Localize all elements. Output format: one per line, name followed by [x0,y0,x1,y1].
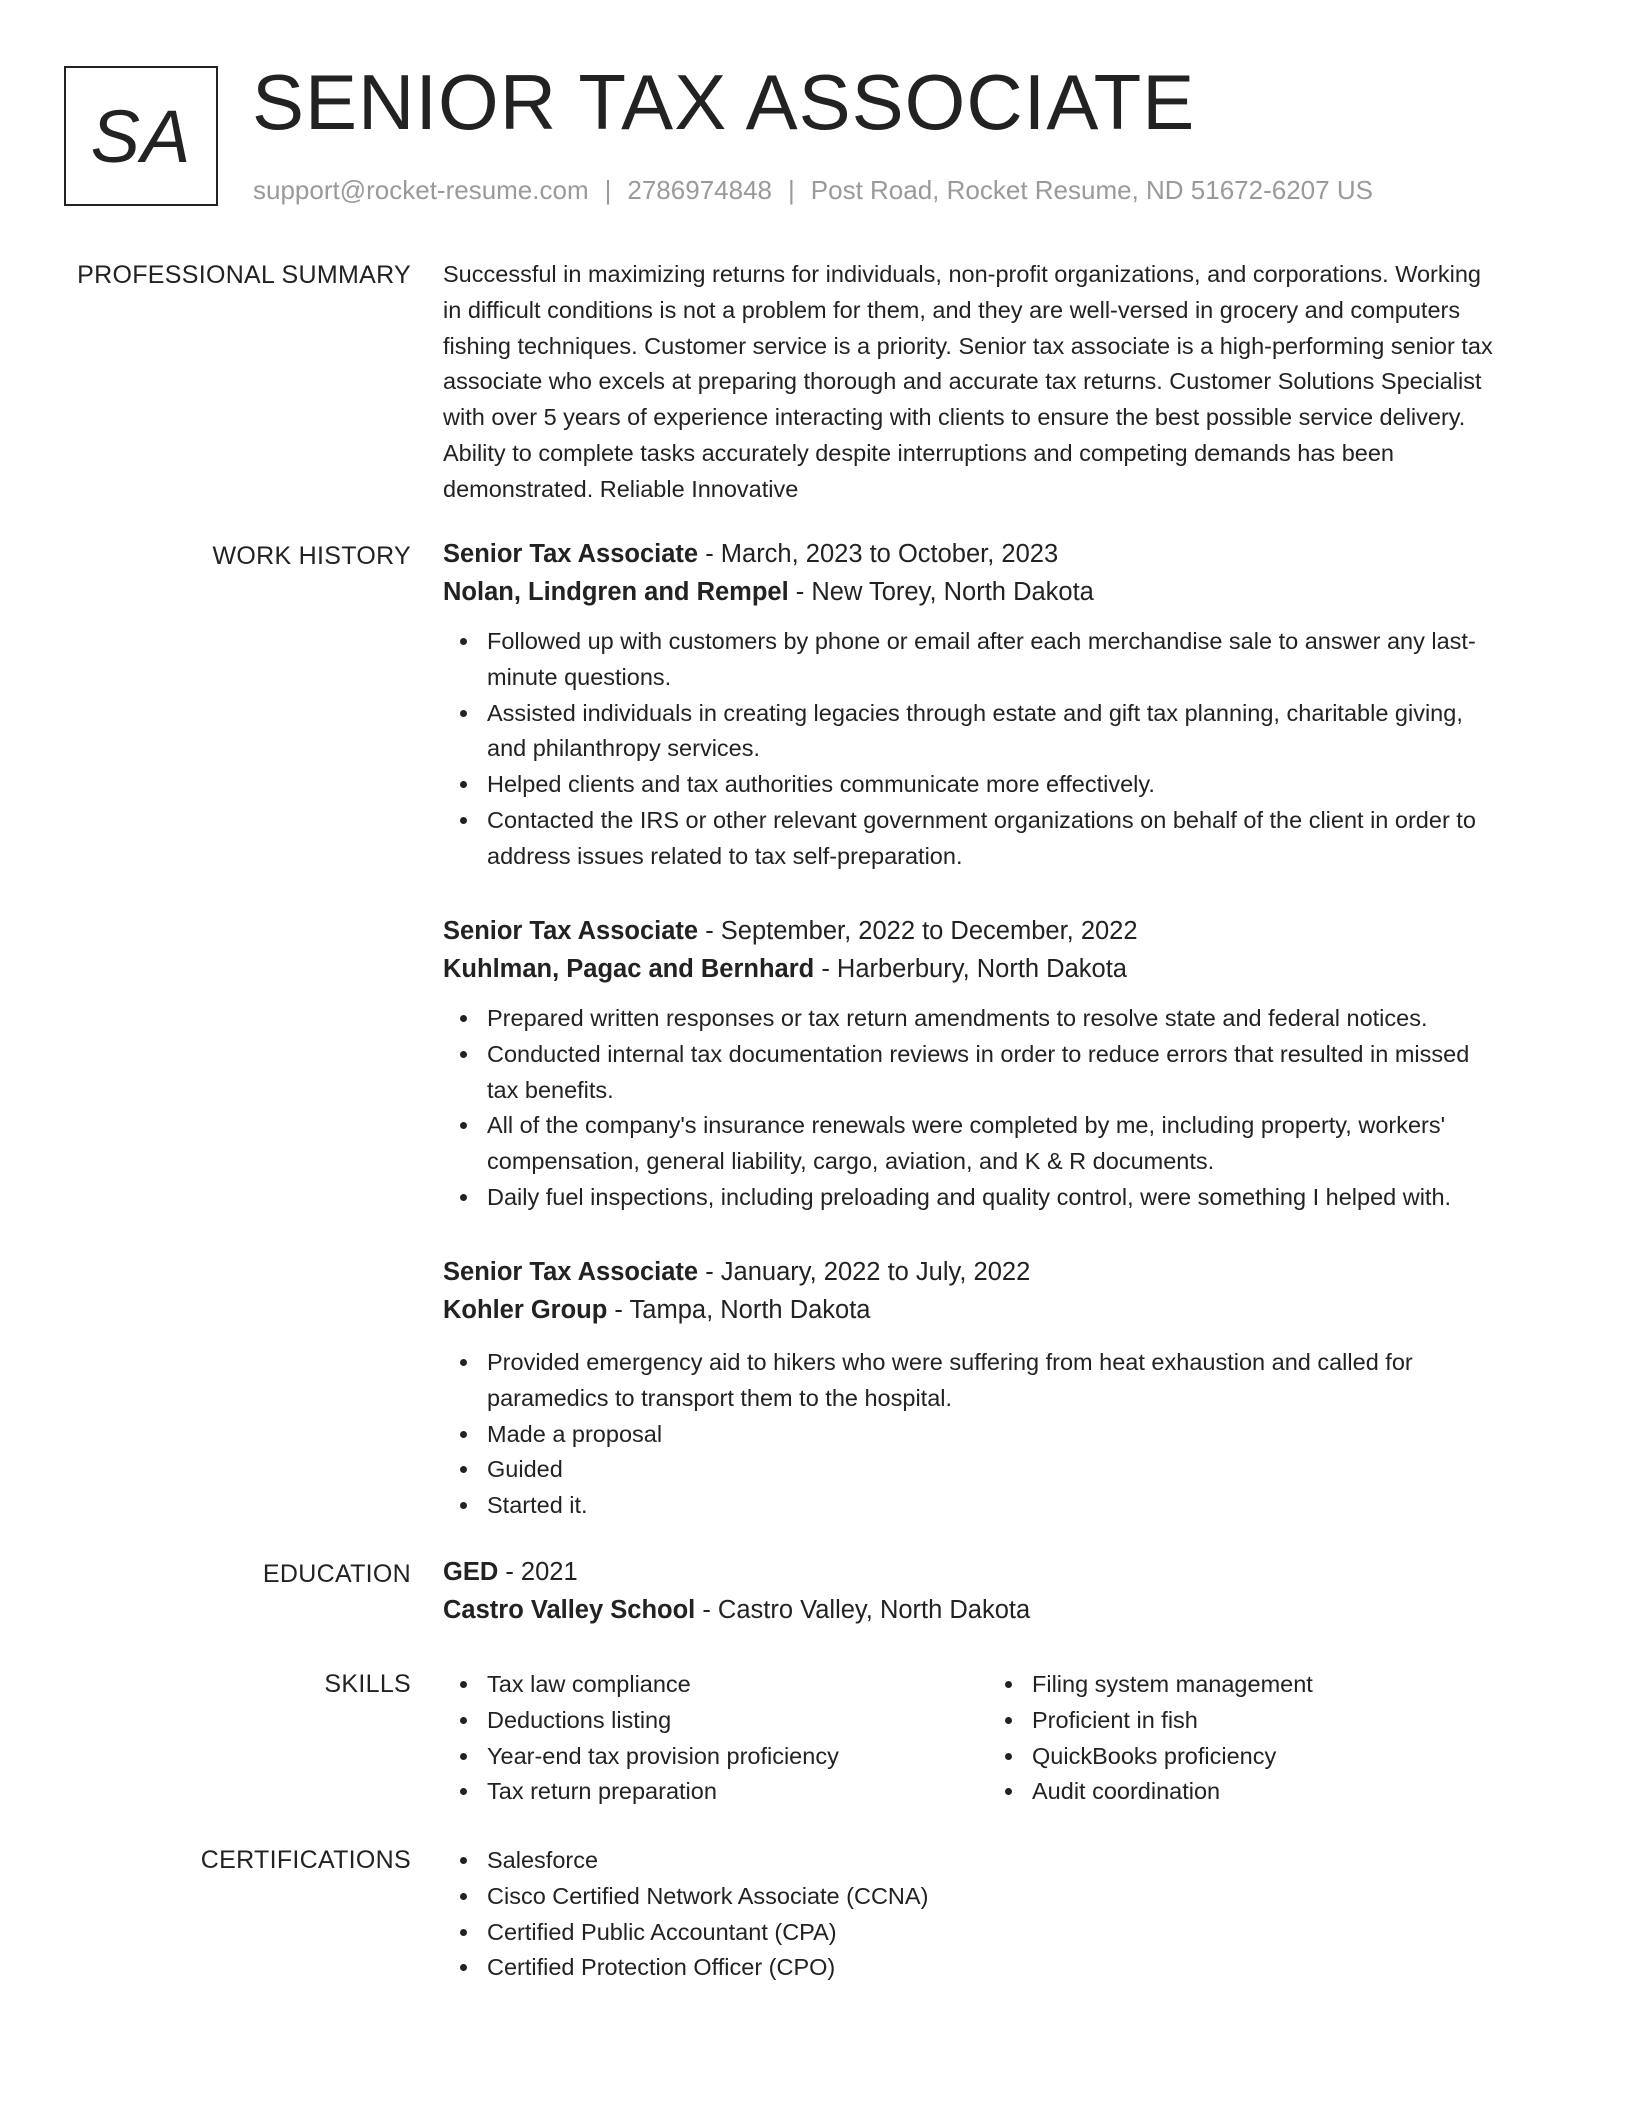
skill-item: Tax law compliance [487,1667,988,1703]
certifications-list [443,1843,1555,1986]
contact-separator: | [788,175,795,205]
job-location: - Tampa, North Dakota [607,1296,871,1324]
education-location: - Castro Valley, North Dakota [695,1596,1031,1624]
skills-column-right [988,1667,1533,1810]
contact-email: support@rocket-resume.com [253,175,589,205]
contact-line [253,172,1373,208]
job-title: Senior Tax Associate [443,1258,699,1286]
bullet-line: Made a proposal [487,1420,663,1447]
bullet-line: Daily fuel inspections, including preloading and quality control, were something I helped with. [487,1183,1452,1210]
education-school-line [443,1591,1555,1629]
job-title: Senior Tax Associate [443,540,699,568]
certification-item: Certified Protection Officer (CPO) [487,1950,1555,1986]
bullet-line: paramedics to transport them to the hospital. [487,1384,953,1411]
education-degree-line [443,1553,1555,1591]
job-bullets [443,624,1555,875]
certifications-body [443,1843,1555,1986]
skills-list [988,1667,1533,1810]
bullet-line: Assisted individuals in creating legacies through estate and gift tax planning, charitable giving, [487,699,1463,726]
bullet-line: Helped clients and tax authorities communicate more effectively. [487,771,1155,798]
bullet-line: compensation, general liability, cargo, aviation, and K & R documents. [487,1148,1215,1175]
job-bullets [443,1345,1555,1524]
skill-item: Tax return preparation [487,1774,988,1810]
skills-list [443,1667,988,1810]
bullet-line: tax benefits. [487,1076,614,1103]
bullet-line: minute questions. [487,663,672,690]
summary-body [443,257,1555,508]
summary-line: fishing techniques. Customer service is a priority. Senior tax associate is a high-performing senior tax [443,332,1493,359]
job-title-line [443,912,1555,950]
job-bullet [487,1108,1555,1180]
job-bullet [487,1001,1555,1037]
skills-grid [443,1667,1555,1810]
job-entry [443,1253,1555,1524]
education-school: Castro Valley School [443,1596,696,1624]
job-location: - Harberbury, North Dakota [814,955,1127,983]
skills-column-left [443,1667,988,1810]
skill-item: QuickBooks proficiency [1032,1739,1533,1775]
job-company-line [443,573,1555,611]
page-title: SENIOR TAX ASSOCIATE [252,58,1196,146]
bullet-line: Provided emergency aid to hikers who were suffering from heat exhaustion and called for [487,1349,1413,1375]
job-company: Nolan, Lindgren and Rempel [443,578,789,606]
bullet-line: Guided [487,1456,563,1483]
bullet-line: address issues related to tax self-preparation. [487,842,963,869]
job-title: Senior Tax Associate [443,917,699,945]
monogram-logo: SA [64,66,218,206]
summary-line: Successful in maximizing returns for individuals, non-profit organizations, and corporations. Working [443,261,1481,287]
contact-phone: 2786974848 [627,175,772,205]
certification-item: Certified Public Accountant (CPA) [487,1915,1555,1951]
bullet-line: Conducted internal tax documentation reviews in order to reduce errors that resulted in missed [487,1040,1470,1067]
job-bullet [487,1180,1555,1216]
job-title-line [443,1253,1555,1291]
job-bullet [487,696,1555,768]
bullet-line: and philanthropy services. [487,735,761,762]
certification-item: Salesforce [487,1843,1555,1879]
skill-item: Filing system management [1032,1667,1533,1703]
skill-item: Audit coordination [1032,1774,1533,1810]
job-bullet [487,624,1555,696]
contact-separator: | [604,175,612,205]
job-dates: - January, 2022 to July, 2022 [698,1258,1031,1286]
section-label-education: EDUCATION [262,1560,411,1588]
job-company: Kuhlman, Pagac and Bernhard [443,955,815,983]
job-dates: - March, 2023 to October, 2023 [698,540,1059,568]
job-bullet [487,1452,1555,1488]
job-bullet [487,1345,1555,1417]
job-title-line [443,535,1555,573]
bullet-line: Followed up with customers by phone or email after each merchandise sale to answer any last- [487,628,1476,654]
education-year: - 2021 [498,1558,578,1586]
bullet-line: Contacted the IRS or other relevant government organizations on behalf of the client in order to [487,806,1476,833]
summary-text [443,257,1555,508]
job-company: Kohler Group [443,1296,608,1324]
education-body [443,1557,1555,1629]
job-bullet [487,767,1555,803]
skill-item: Proficient in fish [1032,1703,1533,1739]
summary-line: associate who excels at preparing thorough and accurate tax returns. Customer Solutions Specialist [443,368,1482,395]
skills-body [443,1667,1555,1810]
job-entry [443,535,1555,875]
education-degree: GED [443,1558,499,1586]
job-bullets [443,1001,1555,1216]
summary-line: with over 5 years of experience interacting with clients to ensure the best possible service delivery. [443,404,1466,431]
job-location: - New Torey, North Dakota [788,578,1094,606]
job-bullet [487,1417,1555,1453]
section-label-certifications: CERTIFICATIONS [200,1846,411,1874]
section-label-work-history: WORK HISTORY [212,542,411,570]
summary-line: demonstrated. Reliable Innovative [443,475,799,502]
section-label-skills: SKILLS [324,1670,411,1698]
summary-line: in difficult conditions is not a problem for them, and they are well-versed in grocery and computers [443,296,1461,323]
summary-line: Ability to complete tasks accurately despite interruptions and competing demands has been [443,439,1394,466]
skill-item: Year-end tax provision proficiency [487,1739,988,1775]
job-entry [443,912,1555,1216]
job-dates: - September, 2022 to December, 2022 [698,917,1138,945]
job-bullet [487,1037,1555,1109]
bullet-line: Started it. [487,1492,588,1519]
job-company-line [443,1291,1555,1329]
section-label-summary: PROFESSIONAL SUMMARY [77,261,411,289]
job-company-line [443,950,1555,988]
job-bullet [487,803,1555,875]
bullet-line: Prepared written responses or tax return amendments to resolve state and federal notices. [487,1005,1428,1031]
skill-item: Deductions listing [487,1703,988,1739]
certification-item: Cisco Certified Network Associate (CCNA) [487,1879,1555,1915]
bullet-line: All of the company's insurance renewals were completed by me, including property, workers' [487,1112,1446,1139]
job-bullet [487,1488,1555,1524]
contact-address: Post Road, Rocket Resume, ND 51672-6207 US [810,175,1373,205]
